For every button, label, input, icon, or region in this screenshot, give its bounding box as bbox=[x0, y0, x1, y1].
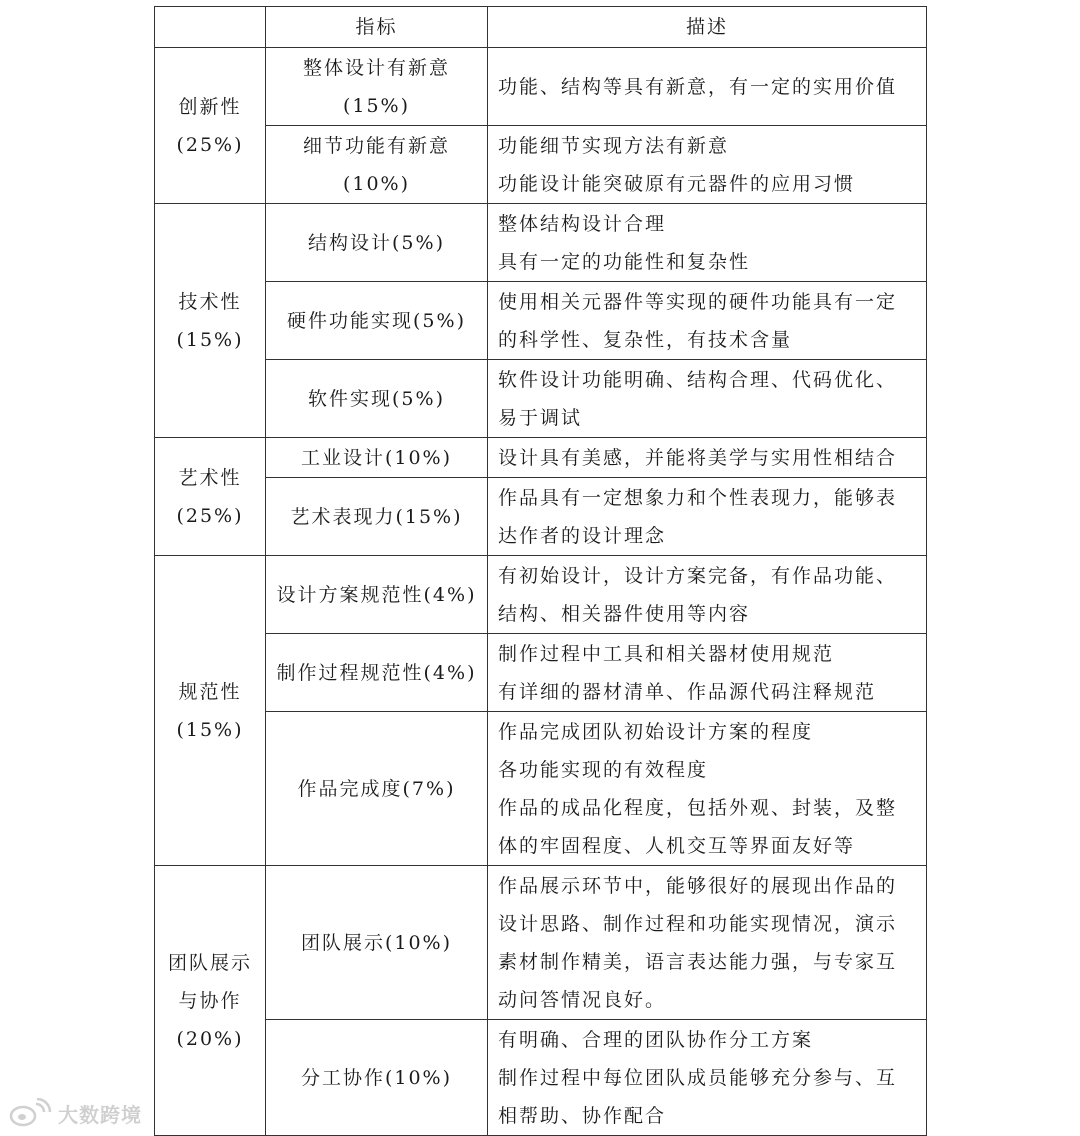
indicator-cell bbox=[266, 126, 488, 204]
indicator-cell bbox=[266, 282, 488, 360]
description-text: 使用相关元器件等实现的硬件功能具有一定 bbox=[498, 290, 898, 313]
description-text: 结构、相关器件使用等内容 bbox=[498, 602, 751, 625]
indicator-cell bbox=[266, 634, 488, 712]
category-cell bbox=[155, 438, 266, 556]
description-cell bbox=[488, 126, 927, 204]
description-text: 动问答情况良好。 bbox=[498, 988, 667, 1011]
indicator-cell bbox=[266, 712, 488, 866]
indicator-text: 制作过程规范性(4%) bbox=[276, 661, 477, 684]
description-cell bbox=[488, 48, 927, 126]
description-text: 的科学性、复杂性，有技术含量 bbox=[498, 328, 793, 351]
description-text: 达作者的设计理念 bbox=[498, 524, 667, 547]
table-row bbox=[155, 866, 927, 1020]
table-row bbox=[155, 438, 927, 478]
header-indicator: 指标 bbox=[266, 7, 488, 48]
table-row bbox=[155, 556, 927, 634]
description-text: 功能设计能突破原有元器件的应用习惯 bbox=[498, 172, 856, 195]
category-cell bbox=[155, 866, 266, 1136]
description-text: 各功能实现的有效程度 bbox=[498, 758, 709, 781]
indicator-cell bbox=[266, 204, 488, 282]
table-row bbox=[155, 126, 927, 204]
description-text: 具有一定的功能性和复杂性 bbox=[498, 250, 751, 273]
indicator-text: 整体设计有新意 bbox=[302, 56, 450, 79]
table-row bbox=[155, 282, 927, 360]
table-body bbox=[155, 48, 927, 1136]
description-text: 相帮助、协作配合 bbox=[498, 1104, 667, 1127]
description-text: 作品展示环节中，能够很好的展现出作品的 bbox=[498, 874, 898, 897]
table-header-row bbox=[155, 7, 927, 48]
category-text: (15%) bbox=[176, 328, 244, 351]
description-cell bbox=[488, 1020, 927, 1136]
category-cell bbox=[155, 556, 266, 866]
indicator-cell bbox=[266, 438, 488, 478]
description-cell bbox=[488, 712, 927, 866]
description-cell bbox=[488, 866, 927, 1020]
description-text: 功能、结构等具有新意，有一定的实用价值 bbox=[498, 75, 898, 98]
indicator-cell bbox=[266, 48, 488, 126]
description-text: 制作过程中工具和相关器材使用规范 bbox=[498, 642, 835, 665]
description-text: 制作过程中每位团队成员能够充分参与、互 bbox=[498, 1066, 898, 1089]
category-text: (20%) bbox=[176, 1027, 244, 1050]
evaluation-criteria-table bbox=[154, 6, 927, 1136]
indicator-text: 结构设计(5%) bbox=[308, 231, 445, 254]
indicator-text: 团队展示(10%) bbox=[300, 931, 453, 954]
indicator-cell bbox=[266, 866, 488, 1020]
description-text: 作品的成品化程度，包括外观、封装，及整 bbox=[498, 796, 898, 819]
description-cell bbox=[488, 204, 927, 282]
category-text: 艺术性 bbox=[178, 466, 242, 489]
indicator-text: 分工协作(10%) bbox=[300, 1066, 453, 1089]
description-cell bbox=[488, 556, 927, 634]
table-row bbox=[155, 204, 927, 282]
description-text: 设计思路、制作过程和功能实现情况，演示 bbox=[498, 912, 898, 935]
indicator-cell bbox=[266, 1020, 488, 1136]
description-text: 素材制作精美，语言表达能力强，与专家互 bbox=[498, 950, 898, 973]
description-text: 整体结构设计合理 bbox=[498, 212, 667, 235]
description-cell bbox=[488, 438, 927, 478]
indicator-text: 软件实现(5%) bbox=[308, 387, 445, 410]
description-text: 有初始设计，设计方案完备，有作品功能、 bbox=[498, 564, 898, 587]
watermark bbox=[8, 1098, 142, 1128]
category-text: 创新性 bbox=[178, 95, 242, 118]
category-cell bbox=[155, 48, 266, 204]
table-row bbox=[155, 1020, 927, 1136]
indicator-text: 设计方案规范性(4%) bbox=[276, 583, 477, 606]
indicator-text: 工业设计(10%) bbox=[300, 446, 453, 469]
indicator-text: 艺术表现力(15%) bbox=[290, 505, 463, 528]
indicator-text: (10%) bbox=[342, 172, 411, 195]
category-text: (25%) bbox=[176, 133, 244, 156]
indicator-cell bbox=[266, 360, 488, 438]
category-text: 技术性 bbox=[178, 290, 242, 313]
weibo-logo-icon bbox=[8, 1098, 54, 1128]
description-text: 易于调试 bbox=[498, 406, 583, 429]
description-text: 作品完成团队初始设计方案的程度 bbox=[498, 720, 814, 743]
evaluation-table-container bbox=[154, 6, 926, 1136]
table-row bbox=[155, 712, 927, 866]
description-text: 设计具有美感，并能将美学与实用性相结合 bbox=[498, 446, 898, 469]
table-row bbox=[155, 478, 927, 556]
table-row bbox=[155, 360, 927, 438]
watermark-text: 大数跨境 bbox=[58, 1102, 142, 1127]
description-cell bbox=[488, 282, 927, 360]
description-cell bbox=[488, 360, 927, 438]
description-text: 软件设计功能明确、结构合理、代码优化、 bbox=[498, 368, 898, 391]
indicator-text: 细节功能有新意 bbox=[302, 134, 450, 157]
indicator-cell bbox=[266, 478, 488, 556]
category-text: 与协作 bbox=[178, 989, 242, 1012]
table-row bbox=[155, 48, 927, 126]
description-text: 体的牢固程度、人机交互等界面友好等 bbox=[498, 834, 856, 857]
category-text: 规范性 bbox=[178, 680, 242, 703]
description-text: 作品具有一定想象力和个性表现力，能够表 bbox=[498, 486, 898, 509]
indicator-cell bbox=[266, 556, 488, 634]
category-cell bbox=[155, 204, 266, 438]
indicator-text: (15%) bbox=[342, 94, 411, 117]
indicator-text: 作品完成度(7%) bbox=[297, 777, 456, 800]
description-text: 有明确、合理的团队协作分工方案 bbox=[498, 1028, 814, 1051]
header-category bbox=[155, 7, 266, 48]
table-row bbox=[155, 634, 927, 712]
description-cell bbox=[488, 634, 927, 712]
description-text: 功能细节实现方法有新意 bbox=[498, 134, 730, 157]
category-text: (15%) bbox=[176, 718, 244, 741]
description-cell bbox=[488, 478, 927, 556]
category-text: 团队展示 bbox=[167, 951, 252, 974]
indicator-text: 硬件功能实现(5%) bbox=[287, 309, 466, 332]
description-text: 有详细的器材清单、作品源代码注释规范 bbox=[498, 680, 877, 703]
header-description: 描述 bbox=[488, 7, 927, 48]
category-text: (25%) bbox=[176, 504, 244, 527]
